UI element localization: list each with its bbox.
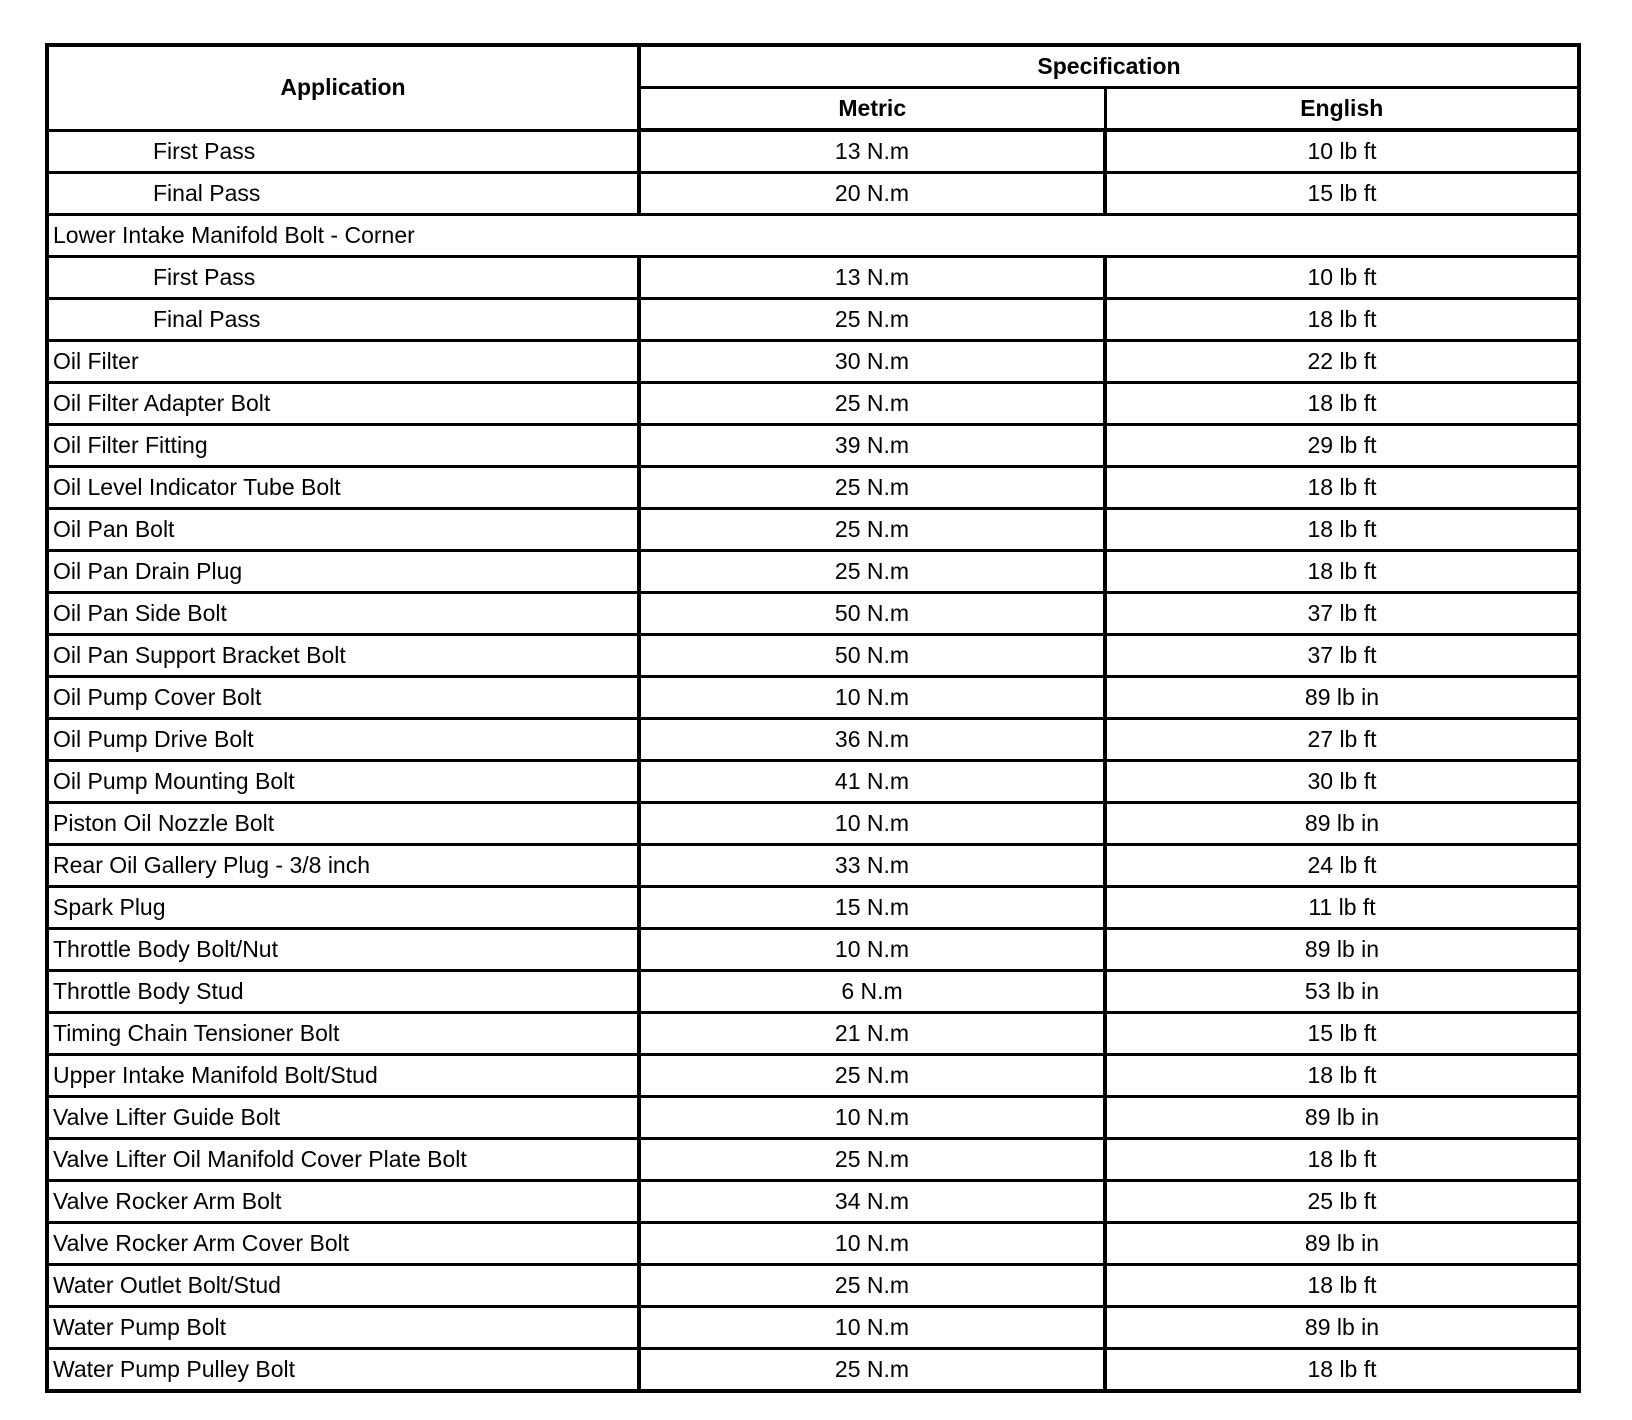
table-row [47,173,1579,215]
english-cell: 37 lb ft [1105,635,1579,677]
specification-header: Specification [639,45,1579,88]
english-cell: 37 lb ft [1105,593,1579,635]
application-header: Application [47,45,639,130]
table-row [47,1013,1579,1055]
application-cell: Throttle Body Bolt/Nut [47,929,639,971]
application-cell: Final Pass [47,299,639,341]
metric-cell: 13 N.m [639,130,1105,173]
application-cell: Water Pump Pulley Bolt [47,1349,639,1392]
english-cell: 10 lb ft [1105,257,1579,299]
table-row [47,887,1579,929]
application-cell: Oil Level Indicator Tube Bolt [47,467,639,509]
application-cell: Oil Filter Fitting [47,425,639,467]
english-cell: 89 lb in [1105,803,1579,845]
application-cell: Oil Pump Drive Bolt [47,719,639,761]
english-cell: 18 lb ft [1105,299,1579,341]
english-cell: 18 lb ft [1105,1349,1579,1392]
application-cell: Upper Intake Manifold Bolt/Stud [47,1055,639,1097]
english-cell: 10 lb ft [1105,130,1579,173]
metric-cell: 15 N.m [639,887,1105,929]
metric-cell: 25 N.m [639,551,1105,593]
metric-cell: 21 N.m [639,1013,1105,1055]
english-cell: 89 lb in [1105,1097,1579,1139]
english-cell: 25 lb ft [1105,1181,1579,1223]
english-cell: 11 lb ft [1105,887,1579,929]
table-header [47,45,1579,130]
metric-cell: 25 N.m [639,467,1105,509]
application-cell: Water Outlet Bolt/Stud [47,1265,639,1307]
metric-cell: 25 N.m [639,1265,1105,1307]
english-cell: 89 lb in [1105,929,1579,971]
english-header: English [1105,88,1579,131]
english-cell: 29 lb ft [1105,425,1579,467]
english-cell: 18 lb ft [1105,1139,1579,1181]
english-cell: 15 lb ft [1105,1013,1579,1055]
metric-cell: 50 N.m [639,635,1105,677]
application-cell: First Pass [47,130,639,173]
table-row [47,761,1579,803]
english-cell: 18 lb ft [1105,383,1579,425]
metric-cell: 33 N.m [639,845,1105,887]
application-cell: Piston Oil Nozzle Bolt [47,803,639,845]
metric-header: Metric [639,88,1105,131]
english-cell: 22 lb ft [1105,341,1579,383]
english-cell: 18 lb ft [1105,1265,1579,1307]
application-cell: Oil Pan Bolt [47,509,639,551]
section-label: Lower Intake Manifold Bolt - Corner [47,215,1579,257]
english-cell: 24 lb ft [1105,845,1579,887]
table-body [47,130,1579,1391]
metric-cell: 30 N.m [639,341,1105,383]
english-cell: 18 lb ft [1105,467,1579,509]
table-row [47,929,1579,971]
table-row [47,383,1579,425]
metric-cell: 25 N.m [639,1055,1105,1097]
application-cell: Oil Pan Side Bolt [47,593,639,635]
metric-cell: 10 N.m [639,677,1105,719]
metric-cell: 39 N.m [639,425,1105,467]
english-cell: 27 lb ft [1105,719,1579,761]
metric-cell: 10 N.m [639,1307,1105,1349]
table-row [47,467,1579,509]
application-cell: Oil Filter Adapter Bolt [47,383,639,425]
table-row [47,425,1579,467]
section-row [47,215,1579,257]
table-row [47,1307,1579,1349]
metric-cell: 25 N.m [639,1139,1105,1181]
application-cell: First Pass [47,257,639,299]
application-cell: Timing Chain Tensioner Bolt [47,1013,639,1055]
metric-cell: 25 N.m [639,383,1105,425]
table-row [47,551,1579,593]
table-row [47,1265,1579,1307]
metric-cell: 10 N.m [639,1097,1105,1139]
table-row [47,593,1579,635]
application-cell: Final Pass [47,173,639,215]
metric-cell: 10 N.m [639,1223,1105,1265]
metric-cell: 10 N.m [639,929,1105,971]
application-cell: Valve Lifter Oil Manifold Cover Plate Bolt [47,1139,639,1181]
application-cell: Oil Filter [47,341,639,383]
table-row [47,677,1579,719]
table-row [47,341,1579,383]
table-row [47,130,1579,173]
application-cell: Spark Plug [47,887,639,929]
application-cell: Water Pump Bolt [47,1307,639,1349]
table-row [47,1349,1579,1392]
english-cell: 89 lb in [1105,1223,1579,1265]
table-row [47,299,1579,341]
table-row [47,635,1579,677]
application-cell: Oil Pan Support Bracket Bolt [47,635,639,677]
metric-cell: 50 N.m [639,593,1105,635]
table-row [47,1055,1579,1097]
application-cell: Oil Pump Cover Bolt [47,677,639,719]
metric-cell: 25 N.m [639,299,1105,341]
english-cell: 18 lb ft [1105,509,1579,551]
metric-cell: 6 N.m [639,971,1105,1013]
table-row [47,803,1579,845]
application-cell: Valve Rocker Arm Cover Bolt [47,1223,639,1265]
application-cell: Oil Pan Drain Plug [47,551,639,593]
table-row [47,1139,1579,1181]
metric-cell: 41 N.m [639,761,1105,803]
metric-cell: 25 N.m [639,509,1105,551]
application-cell: Valve Rocker Arm Bolt [47,1181,639,1223]
table-row [47,971,1579,1013]
table-row [47,257,1579,299]
application-cell: Throttle Body Stud [47,971,639,1013]
english-cell: 15 lb ft [1105,173,1579,215]
english-cell: 89 lb in [1105,1307,1579,1349]
table-row [47,509,1579,551]
english-cell: 89 lb in [1105,677,1579,719]
english-cell: 30 lb ft [1105,761,1579,803]
application-cell: Oil Pump Mounting Bolt [47,761,639,803]
torque-spec-table [45,43,1581,1393]
application-cell: Rear Oil Gallery Plug - 3/8 inch [47,845,639,887]
application-cell: Valve Lifter Guide Bolt [47,1097,639,1139]
metric-cell: 36 N.m [639,719,1105,761]
table-row [47,845,1579,887]
english-cell: 53 lb in [1105,971,1579,1013]
metric-cell: 20 N.m [639,173,1105,215]
table-row [47,1223,1579,1265]
table-row [47,1181,1579,1223]
metric-cell: 10 N.m [639,803,1105,845]
english-cell: 18 lb ft [1105,551,1579,593]
metric-cell: 25 N.m [639,1349,1105,1392]
metric-cell: 34 N.m [639,1181,1105,1223]
table-row [47,719,1579,761]
table-row [47,1097,1579,1139]
metric-cell: 13 N.m [639,257,1105,299]
english-cell: 18 lb ft [1105,1055,1579,1097]
